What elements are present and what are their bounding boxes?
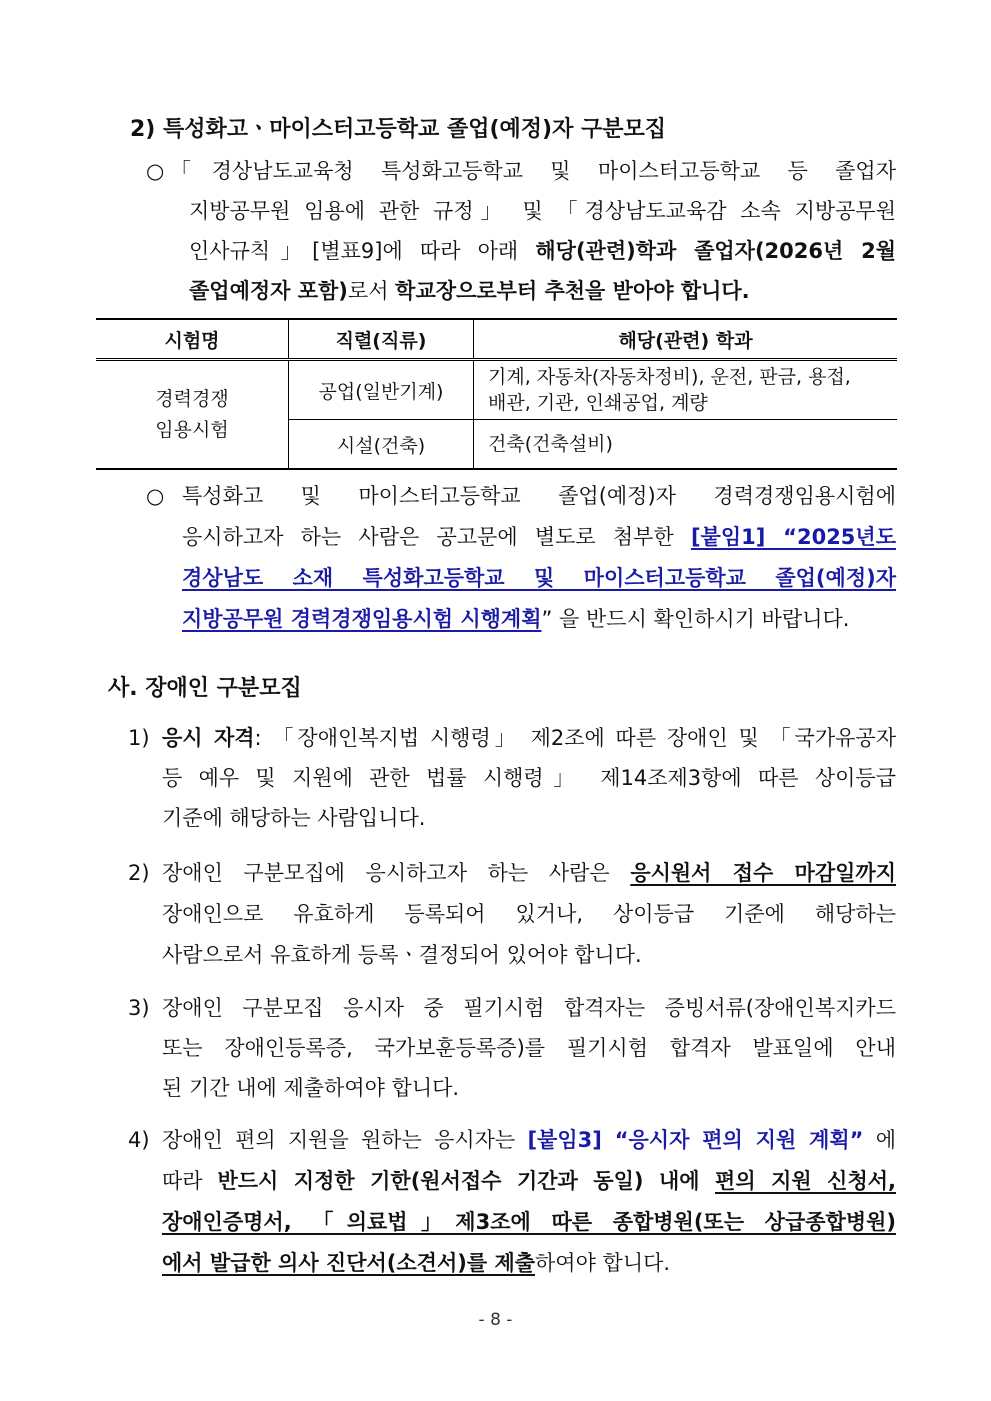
para1-line4-bold2: 학교장으로부터 추천을 받아야 합니다. [395, 279, 750, 303]
attachment1-link-line2[interactable]: 경상남도 소재 특성화고등학교 및 마이스터고등학교 졸업(예정)자 [182, 566, 896, 590]
para2-line1: 특성화고 및 마이스터고등학교 졸업(예정)자 경력경쟁임용시험에 [182, 484, 896, 508]
para1-line4-bold: 졸업예정자 포함) [189, 279, 348, 303]
item3-line3: 된 기간 내에 제출하여야 합니다. [162, 1076, 460, 1100]
item3-line1: 장애인 구분모집 응시자 중 필기시험 합격자는 증빙서류(장애인복지카드 [162, 996, 896, 1020]
item1-line1 [162, 723, 896, 753]
item1-label: 응시 자격 [162, 726, 255, 750]
department-table [96, 318, 897, 470]
item4-line2-text: 따라 [162, 1169, 218, 1193]
item3-line2: 또는 장애인등록증, 국가보훈등록증)를 필기시험 합격자 발표일에 안내 [162, 1036, 896, 1060]
item4-line1-tail: 에 [863, 1128, 897, 1152]
para1-line4 [189, 276, 750, 306]
item4-line2-bold: 반드시 지정한 기한(원서접수 기간과 동일) 내에 [217, 1169, 716, 1193]
page-number: - 8 - [478, 1310, 513, 1330]
item4-line2-underlined: 편의 지원 신청서, [715, 1169, 896, 1193]
item-number: 3) [128, 996, 150, 1020]
attachment3-link[interactable]: [붙임3] “응시자 편의 지원 계획” [527, 1128, 864, 1152]
item4-line4 [162, 1248, 670, 1278]
item4-line2 [162, 1166, 896, 1196]
item4-line4-underlined: 에서 발급한 의사 진단서(소견서)를 제출 [162, 1251, 536, 1275]
para1-line3 [189, 236, 896, 266]
table-header-series: 직렬(직류) [289, 319, 474, 360]
item2-line1-text: 장애인 구분모집에 응시하고자 하는 사람은 [162, 861, 631, 885]
item1-line2: 등 예우 및 지원에 관한 법률 시행령」 제14조제3항에 따른 상이등급 [162, 766, 896, 790]
para1-line2: 지방공무원 임용에 관한 규정」 및 「경상남도교육감 소속 지방공무원 [189, 199, 896, 223]
para2-line4 [182, 604, 849, 634]
depts-line2: 배관, 기관, 인쇄공업, 계량 [488, 392, 708, 414]
item1-line3: 기준에 해당하는 사람입니다. [162, 806, 426, 830]
item2-line3: 사람으로서 유효하게 등록ㆍ결정되어 있어야 합니다. [162, 943, 642, 967]
item1-line1-text: : 「장애인복지법 시행령」 제2조에 따른 장애인 및 「국가유공자 [254, 726, 896, 750]
section-heading: 2) 특성화고ㆍ마이스터고등학교 졸업(예정)자 구분모집 [130, 117, 666, 142]
item4-line3: 장애인증명서, 「의료법」제3조에 따른 종합병원(또는 상급종합병원) [162, 1210, 896, 1234]
exam-line1: 경력경쟁 [155, 387, 229, 410]
bullet-circle: ○ [146, 484, 165, 508]
para2-line2-text: 응시하고자 하는 사람은 공고문에 별도로 첨부한 [182, 525, 691, 549]
item-number: 2) [128, 861, 150, 885]
para1-line4-text: 로서 [347, 279, 396, 303]
item4-line1 [162, 1125, 896, 1155]
table-cell-series: 시설(건축) [289, 420, 474, 470]
attachment1-link-line3[interactable]: 지방공무원 경력경쟁임용시험 시행계획 [182, 607, 542, 631]
para2-line4-text: ” 을 반드시 확인하시기 바랍니다. [541, 607, 850, 631]
item2-deadline: 응시원서 접수 마감일까지 [630, 861, 896, 885]
item2-line2: 장애인으로 유효하게 등록되어 있거나, 상이등급 기준에 해당하는 [162, 902, 896, 926]
exam-line2: 임용시험 [155, 418, 229, 441]
item2-line1 [162, 858, 896, 888]
para2-line2 [182, 522, 896, 552]
table-cell-series: 공업(일반기계) [289, 360, 474, 420]
table-cell-depts [474, 360, 898, 420]
item-number: 4) [128, 1128, 150, 1152]
table-header-row [96, 319, 897, 360]
table-cell-depts: 건축(건축설비) [474, 420, 898, 470]
item4-line4-text: 하여야 합니다. [535, 1251, 671, 1275]
table-header-exam: 시험명 [96, 319, 289, 360]
item-number: 1) [128, 726, 150, 750]
table-cell-exam [96, 360, 289, 470]
para1-line3-text: 인사규칙」[별표9]에 따라 아래 [189, 239, 536, 263]
table-row [96, 360, 897, 420]
item4-line1-text: 장애인 편의 지원을 원하는 응시자는 [162, 1128, 528, 1152]
table-header-depts: 해당(관련) 학과 [474, 319, 898, 360]
depts-line1: 기계, 자동차(자동차정비), 운전, 판금, 용접, [488, 366, 851, 388]
para1-line1: 「경상남도교육청 특성화고등학교 및 마이스터고등학교 등 졸업자 [170, 159, 896, 183]
section-heading: 사. 장애인 구분모집 [108, 676, 302, 701]
para1-line3-bold: 해당(관련)학과 졸업자(2026년 2월 [535, 239, 896, 263]
bullet-circle: ○ [146, 159, 165, 183]
attachment1-link[interactable]: [붙임1] “2025년도 [690, 525, 896, 549]
